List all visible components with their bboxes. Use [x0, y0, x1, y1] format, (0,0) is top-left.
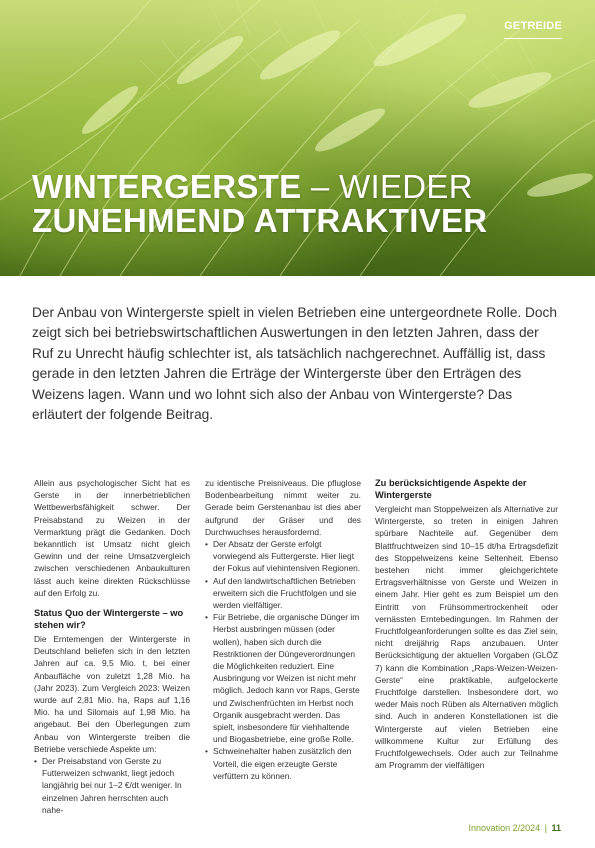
page-footer: [469, 823, 561, 833]
footer-separator: |: [544, 823, 547, 833]
text-column-1: [34, 477, 190, 816]
hero-image-barley-field: [0, 0, 595, 276]
section-tag: GETREIDE: [504, 20, 562, 39]
text-column-2: [205, 477, 361, 782]
list-item: • Schweinehalter haben zusätzlich den Vorteil, die eigen erzeugte Gerste verfüttern zu können.: [205, 745, 361, 782]
title-line-2: ZUNEHMEND ATTRAKTIVER: [32, 202, 488, 239]
article-title: [32, 170, 487, 238]
section-heading-status-quo: Status Quo der Wintergerste – wo stehen wir?: [34, 608, 184, 631]
section-heading-aspects: Zu berücksichtigende Aspekte der Wintergerste: [375, 478, 527, 500]
magazine-issue: Innovation 2/2024: [468, 823, 541, 833]
aspects-list: [34, 755, 190, 816]
aspects-paragraph: Vergleicht man Stoppelweizen als Alternative zur Wintergerste, so treten in einigen Jahren spürbare Nachteile auf. Gegenüber dem Blattfruchtweizen sind 10–15 dt/ha Ertragsdefizit des Stoppelweizens keine Seltenheit. Ebenso bestehen nicht immer gleichgerichtete Ertragsverhältnisse von Gerste und Weizen in einem Jahr. Hier geht es zum Beispiel um den Eintritt von Frühsommertrockenheit oder vernässten Erntebedingungen. Im Rahmen der Fruchtfolgeanforderungen sollte es das Ziel sein, nicht dreijährig Raps anzubauen. Unter Berücksichtigung der aktuellen Vorgaben (GLÖZ 7) kann die Kombination „Raps-Weizen-Weizen-Gerste“ eine praktikable, aufgelockerte Fruchtfolge darstellen. Insbesondere dort, wo weder Mais noch Rüben als Alternativen möglich sind. Auch in anderen Konstellationen ist die Wintergerste auf vielen Betrieben eine willkommene Kultur zur Erfüllung des Fruchtfolgewechsels. Oder auch zur Teilnahme am Programm der vielfältigen: [375, 504, 558, 771]
title-line-1: [32, 170, 487, 204]
lead-paragraph: Der Anbau von Wintergerste spielt in vielen Betrieben eine untergeordnete Rolle. Doch zeigt sich bei betriebswirtschaftlichen Auswertungen in den letzten Jahren, dass der Ruf zu Unrecht häufig schlechter ist, als tatsächlich nachgerechnet. Auffällig ist, dass gerade in den letzten Jahren die Erträge der Wintergerste über den Erträgen des Weizens lagen. Wann und wo lohnt sich also der Anbau von Wintergerste? Das erläutert der folgende Beitrag.: [32, 305, 557, 423]
list-item: • Der Absatz der Gerste erfolgt vorwiegend als Futtergerste. Hier liegt der Fokus auf viehintensiven Regionen.: [205, 538, 361, 575]
text-column-3: [375, 477, 558, 771]
aspects-list-continued: [205, 538, 361, 782]
title-bold-part: WINTERGERSTE: [32, 168, 302, 205]
list-item: • Auf den landwirtschaftlichen Betrieben erweitern sich die Fruchtfolgen und sie werden vielfältiger.: [205, 575, 361, 612]
title-thin-part: – WIEDER: [310, 168, 473, 205]
status-quo-paragraph: Die Erntemengen der Wintergerste in Deutschland beliefen sich in den letzten Jahren auf ca. 9,5 Mio. t, bei einer Anbaufläche von zuletzt 1,28 Mio. ha (Jahr 2023). Zum Vergleich 2023: Weizen wurde auf 2,81 Mio. ha, Raps auf 1,16 Mio. ha und Silomais auf 1,98 Mio. ha angebaut. Bei den Überlegungen zum Anbau von Wintergerste treiben die Betriebe verschiede Aspekte um:: [34, 634, 190, 754]
page-number: 11: [551, 823, 561, 833]
continued-paragraph: zu identische Preisniveaus. Die pfluglose Bodenbearbeitung nimmt weiter zu. Gerade beim Gerstenanbau ist dies aber aufgrund der Gräser und des Durchwuchses herausfordernd.: [205, 478, 361, 537]
list-item: • Der Preisabstand von Gerste zu Futterweizen schwankt, liegt jedoch langjährig bei nur 1–2 €/dt weniger. In einzelnen Jahren herrschten auch nahe-: [34, 755, 190, 816]
list-item: • Für Betriebe, die organische Dünger im Herbst ausbringen müssen (oder wollen), haben sich durch die Restriktionen der Düngeverordnungen die Möglichkeiten reduziert. Eine Ausbringung vor Weizen ist nicht mehr möglich. Jedoch kann vor Raps, Gerste und Zwischenfrüchten im Herbst noch Organik ausgebracht werden. Das spielt, insbesondere für viehhaltende und Biogasbetriebe, eine große Rolle.: [205, 611, 361, 745]
intro-paragraph: Allein aus psychologischer Sicht hat es Gerste in der innerbetrieblichen Wettbewerbsfähigkeit schwer. Der Preisabstand zu Weizen in der Vermarktung prägt die Gedanken. Doch bekanntlich ist Umsatz nicht gleich Gewinn und der reine Umsatzvergleich zwischen verschiedenen Anbaukulturen lässt auch keine direkten Rückschlüsse auf den Erfolg zu.: [34, 478, 190, 598]
